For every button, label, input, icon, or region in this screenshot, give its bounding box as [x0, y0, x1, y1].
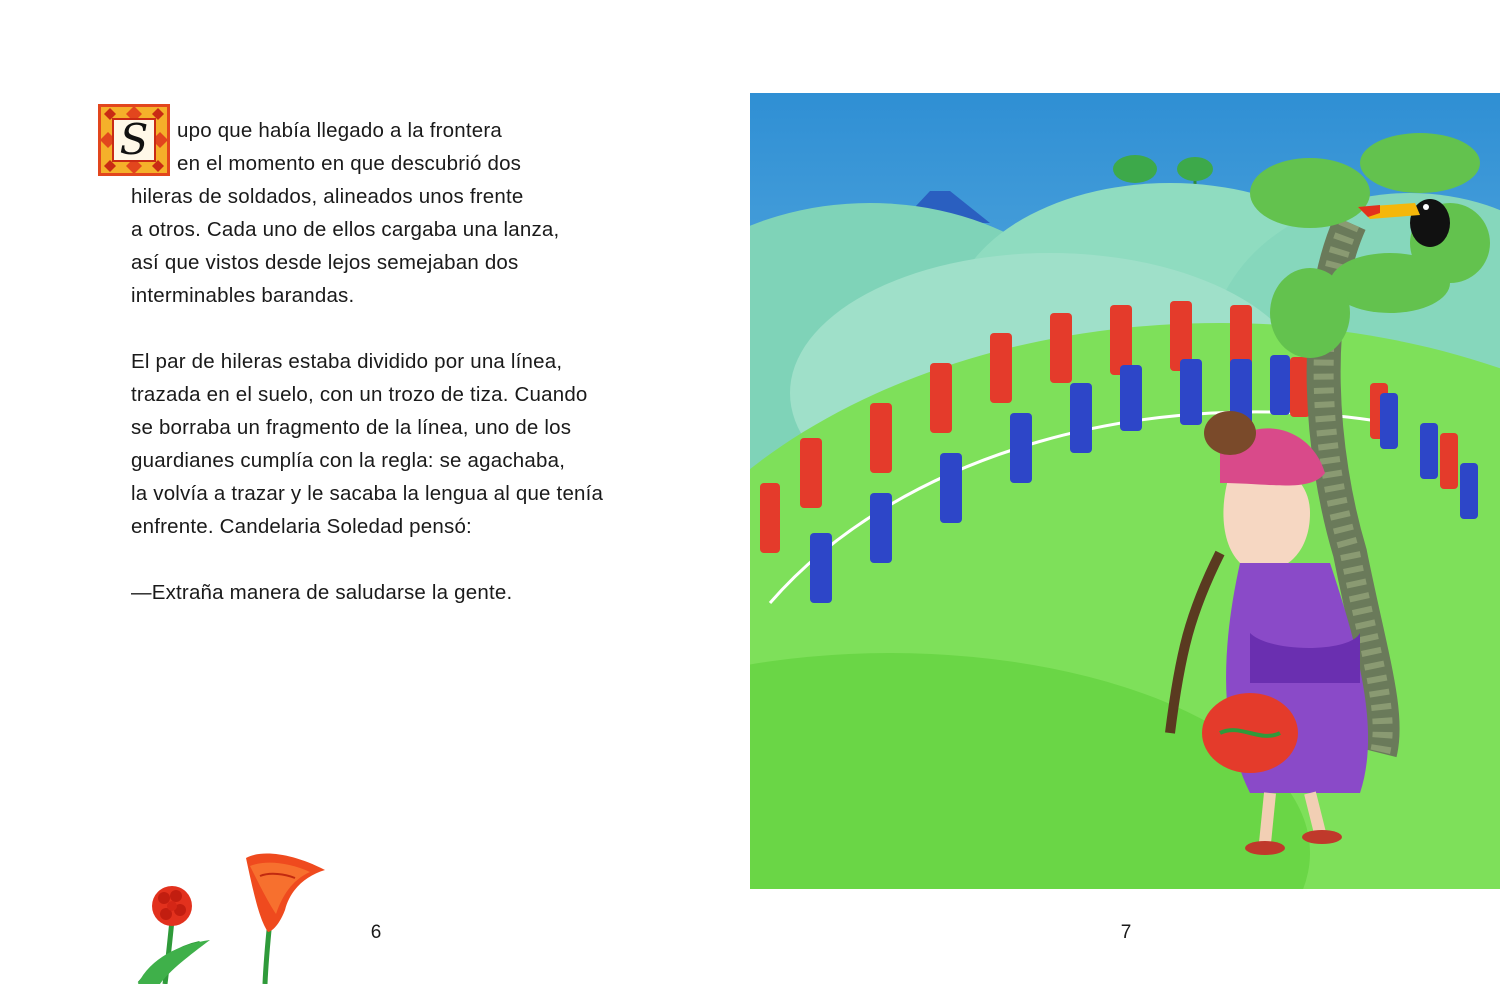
text-line: El par de hileras estaba dividido por una línea,: [131, 350, 563, 373]
text-line: a otros. Cada uno de ellos cargaba una lanza,: [131, 218, 560, 241]
text-line: trazada en el suelo, con un trozo de tiza. Cuando: [131, 383, 588, 406]
text-line: en el momento en que descubrió dos: [177, 152, 522, 175]
text-line: se borraba un fragmento de la línea, uno de los: [131, 416, 572, 439]
page-number-left: 6: [370, 922, 382, 943]
page-number-right: 7: [1120, 922, 1132, 943]
text-line: la volvía a trazar y le sacaba la lengua al que tenía: [131, 482, 604, 505]
text-line: enfrente. Candelaria Soledad pensó:: [131, 515, 472, 538]
text-line: interminables barandas.: [131, 284, 355, 307]
text-line: guardianes cumplía con la regla: se agachaba,: [131, 449, 566, 472]
text-line: hileras de soldados, alineados unos frente: [131, 185, 524, 208]
flower-decoration-icon: [120, 840, 340, 984]
dialogue-line: —Extraña manera de saludarse la gente.: [131, 581, 513, 604]
text-line: upo que había llegado a la frontera: [177, 119, 503, 142]
drop-cap-letter: S: [119, 115, 149, 164]
text-line: así que vistos desde lejos semejaban dos: [131, 251, 519, 274]
drop-cap: [98, 104, 170, 176]
right-page: [750, 0, 1500, 984]
illustration-image: [750, 93, 1500, 889]
